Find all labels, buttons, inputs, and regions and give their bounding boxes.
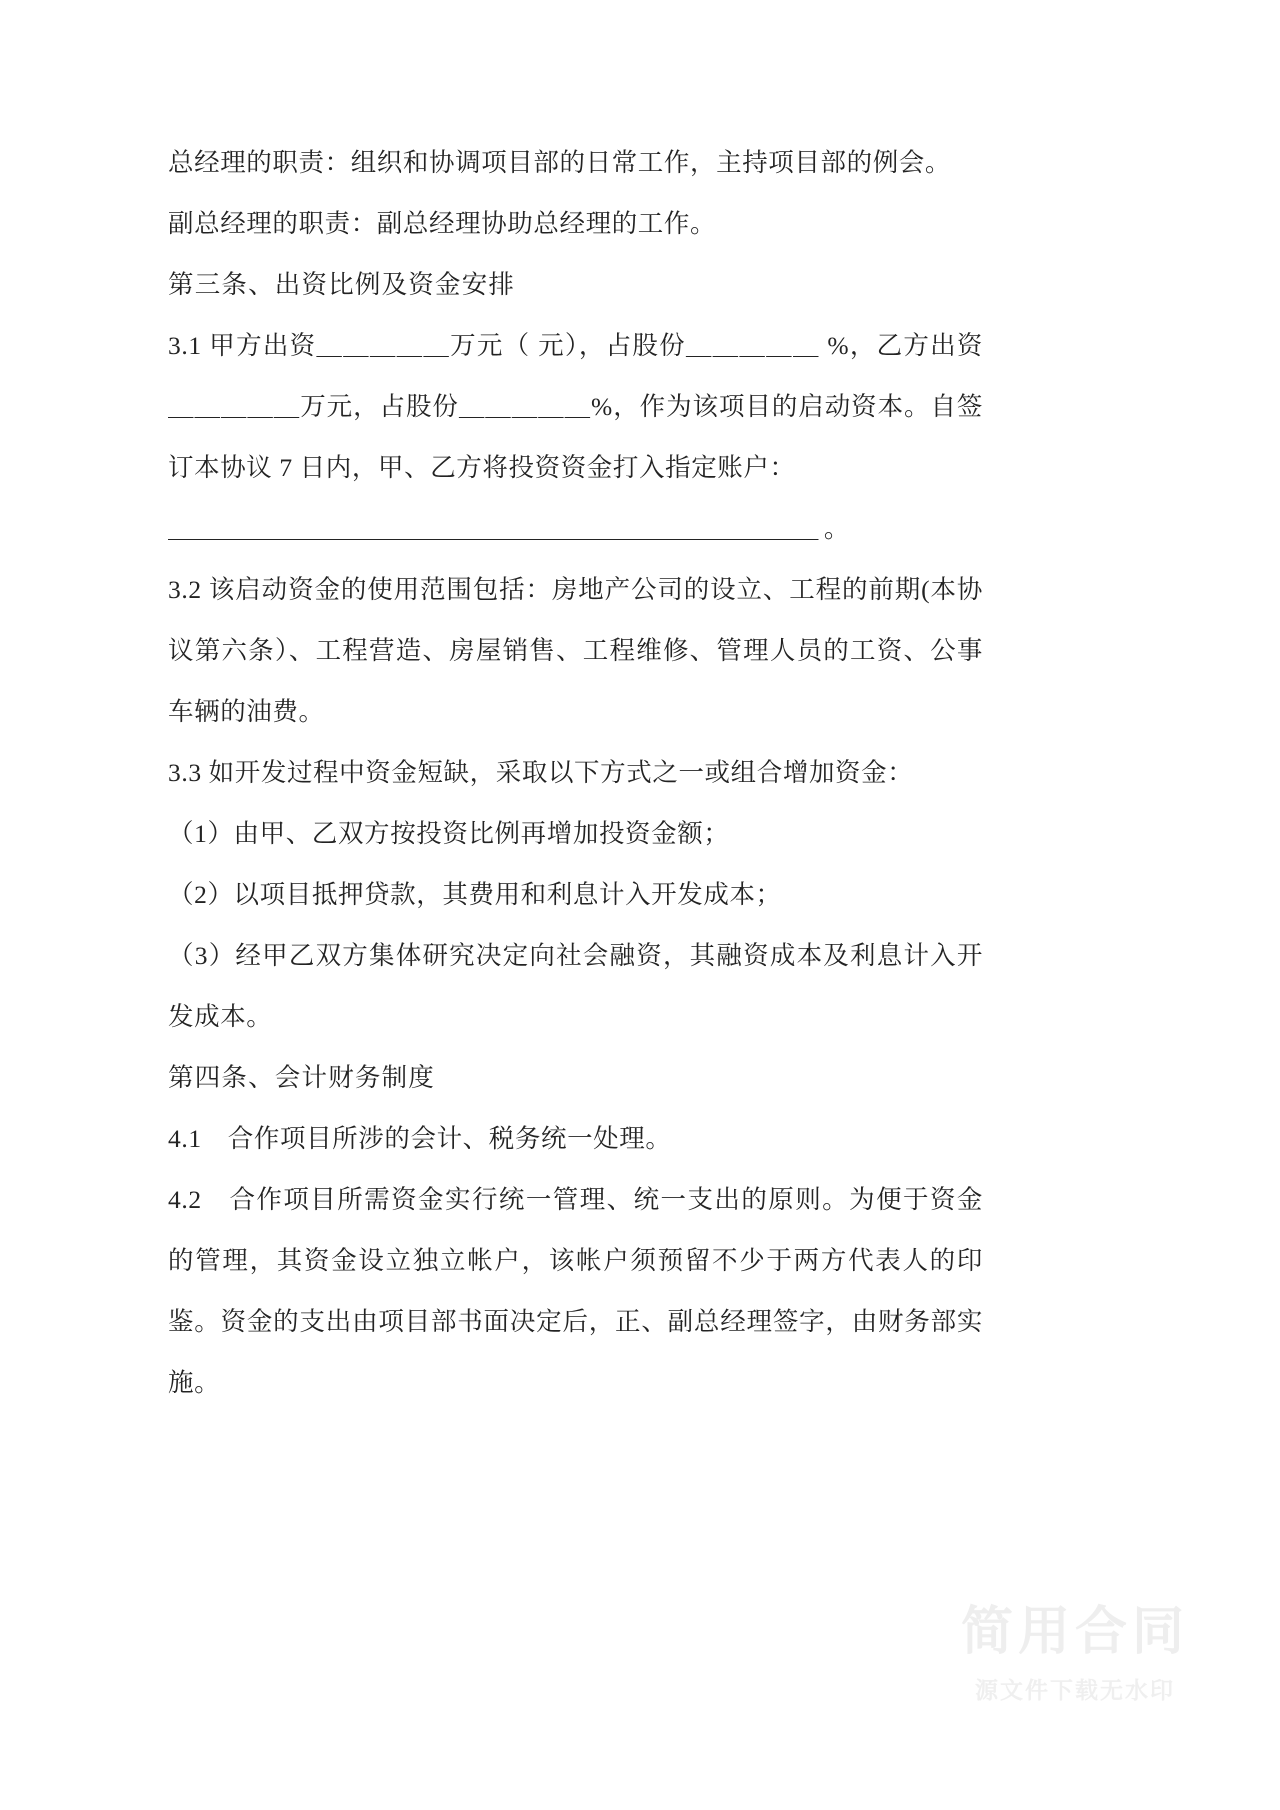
paragraph-general-manager-duty: 总经理的职责：组织和协调项目部的日常工作，主持项目部的例会。 (168, 148, 952, 177)
paragraph-clause-4-1: 4.1 合作项目所涉的会计、税务统一处理。 (168, 1124, 672, 1153)
paragraph-clause-3-3: 3.3 如开发过程中资金短缺，采取以下方式之一或组合增加资金： (168, 758, 914, 787)
watermark-subtitle-text: 源文件下载无水印 (975, 1678, 1175, 1704)
paragraph-account-blank-line: ＿＿＿＿＿＿＿＿＿＿＿＿＿＿＿＿＿＿＿＿＿＿＿＿＿＿ 。 (168, 514, 849, 543)
heading-article-three: 第三条、出资比例及资金安排 (168, 270, 516, 299)
paragraph-clause-3-1: 3.1 甲方出资＿＿＿＿＿万元（ 元），占股份＿＿＿＿＿ %，乙方出资＿＿＿＿＿万元，占股份＿＿＿＿＿%，作为该项目的启动资本。自签订本协议 7 日内，甲、乙方将投资资金打入指定账户： (168, 331, 983, 482)
paragraph-clause-3-2: 3.2 该启动资金的使用范围包括：房地产公司的设立、工程的前期(本协议第六条）、工程营造、房屋销售、工程维修、管理人员的工资、公事车辆的油费。 (168, 575, 983, 726)
watermark (925, 1602, 1225, 1705)
document-body (168, 132, 983, 1413)
paragraph-clause-3-3-item-2: （2）以项目抵押贷款，其费用和利息计入开发成本； (168, 880, 782, 909)
paragraph-clause-4-2: 4.2 合作项目所需资金实行统一管理、统一支出的原则。为便于资金的管理，其资金设立独立帐户，该帐户须预留不少于两方代表人的印鉴。资金的支出由项目部书面决定后，正、副总经理签字，由财务部实施。 (168, 1185, 983, 1397)
paragraph-clause-3-3-item-3: （3）经甲乙双方集体研究决定向社会融资，其融资成本及利息计入开发成本。 (168, 941, 983, 1031)
heading-article-four: 第四条、会计财务制度 (168, 1063, 436, 1092)
paragraph-deputy-general-manager-duty: 副总经理的职责：副总经理协助总经理的工作。 (168, 209, 717, 238)
paragraph-clause-3-3-item-1: （1）由甲、乙双方按投资比例再增加投资金额； (168, 819, 730, 848)
watermark-brand-text: 简用合同 (960, 1602, 1189, 1663)
